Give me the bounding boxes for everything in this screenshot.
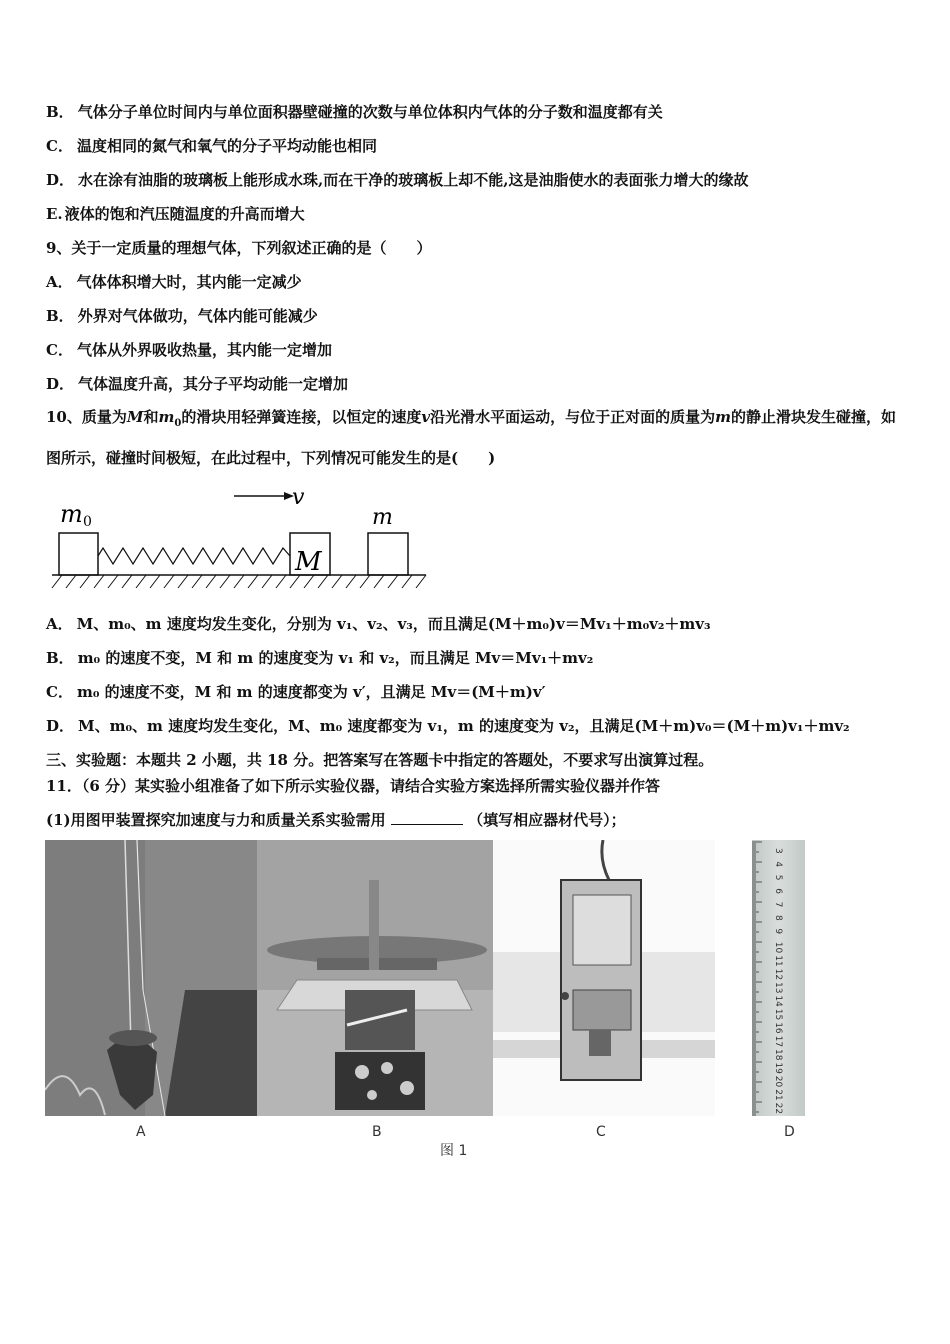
q10-option-b: B． m₀ 的速度不变，M 和 m 的速度变为 v₁ 和 v₂，而且满足 Mv＝Mv₁＋mv₂ <box>46 649 594 667</box>
label-m: m <box>372 505 393 530</box>
q11-sub1: (1)用图甲装置探究加速度与力和质量关系实验需用 （填写相应器材代号）； <box>46 811 626 829</box>
label-m0-sub: 0 <box>83 514 92 530</box>
label-m0: m <box>60 500 83 528</box>
q8-option-d: D． 水在涂有油脂的玻璃板上能形成水珠,而在干净的玻璃板上却不能,这是油脂使水的表面张力增大的缘故 <box>46 171 749 189</box>
q9-stem: 9、关于一定质量的理想气体，下列叙述正确的是（ ） <box>46 239 432 257</box>
ruler-number: 14 <box>773 995 783 1007</box>
ruler-number: 20 <box>773 1075 783 1088</box>
label-M: M <box>295 547 322 577</box>
ruler-number: 8 <box>773 915 783 921</box>
ruler-number: 11 <box>773 955 783 967</box>
ruler-number: 15 <box>773 1008 783 1021</box>
q10-option-d: D． M、m₀、m 速度均发生变化，M、m₀ 速度都变为 v₁，m 的速度变为 v₂，且满足(M＋m)v₀＝(M＋m)v₁＋mv₂ <box>46 717 850 735</box>
ruler-number: 13 <box>773 982 783 994</box>
ruler-number: 9 <box>773 928 783 935</box>
q9-option-d: D． 气体温度升高，其分子平均动能一定增加 <box>46 375 349 393</box>
q8-option-e: E. 液体的饱和汽压随温度的升高而增大 <box>46 205 305 223</box>
q9-option-c: C． 气体从外界吸收热量，其内能一定增加 <box>46 341 332 359</box>
caption-c: C <box>596 1124 606 1140</box>
ruler-number: 5 <box>773 874 783 881</box>
figure-title: 图 1 <box>440 1143 468 1159</box>
caption-d: D <box>784 1124 795 1140</box>
ruler-number: 18 <box>773 1049 783 1061</box>
ground-hatching <box>52 575 426 588</box>
caption-b: B <box>372 1124 382 1140</box>
block-m0 <box>59 533 98 575</box>
q10-option-c: C． m₀ 的速度不变，M 和 m 的速度都变为 v′，且满足 Mv＝(M＋m)v′ <box>46 683 546 701</box>
ruler-number: 21 <box>773 1089 783 1101</box>
ruler-number: 17 <box>773 1035 783 1048</box>
photo-hanging-weight <box>45 840 257 1116</box>
ruler-number: 22 <box>773 1102 783 1115</box>
ruler-number: 19 <box>773 1062 783 1074</box>
q8-option-c: C． 温度相同的氮气和氧气的分子平均动能也相同 <box>46 137 377 155</box>
answer-blank[interactable] <box>391 810 463 825</box>
ruler-number: 12 <box>773 968 783 981</box>
section-3-header: 三、实验题：本题共 2 小题，共 18 分。把答案写在答题卡中指定的答题处，不要求写出演算过程。 <box>46 751 714 769</box>
collision-diagram <box>46 484 436 594</box>
ruler-number: 10 <box>773 941 783 954</box>
q9-option-a: A． 气体体积增大时，其内能一定减少 <box>46 273 302 291</box>
spring <box>98 548 290 564</box>
photo-timer-device <box>493 840 715 1116</box>
q8-option-b: B． 气体分子单位时间内与单位面积器壁碰撞的次数与单位体积内气体的分子数和温度都有关 <box>46 103 663 121</box>
q9-option-b: B． 外界对气体做功，气体内能可能减少 <box>46 307 318 325</box>
caption-a: A <box>136 1124 146 1140</box>
photo-ruler <box>752 840 805 1116</box>
ruler-number: 4 <box>773 861 783 868</box>
photo-balance-scale <box>257 840 493 1116</box>
q10-stem: 10、质量为M和$m_0$的滑块用轻弹簧连接，以恒定的速度v沿光滑水平面运动，与位于正对面的质量为m的静止滑块发生碰撞，如图所示，碰撞时间极短，在此过程中，下列情况可能发生的是( ) <box>46 408 896 467</box>
q11-stem: 11．（6 分）某实验小组准备了如下所示实验仪器，请结合实验方案选择所需实验仪器并作答 <box>46 777 661 795</box>
ruler-number: 6 <box>773 888 783 894</box>
block-m <box>368 533 408 575</box>
label-v: v <box>292 485 305 510</box>
ruler-number: 16 <box>773 1022 783 1034</box>
q10-option-a: A． M、m₀、m 速度均发生变化，分别为 v₁、v₂、v₃，而且满足(M＋m₀)v＝Mv₁＋m₀v₂＋mv₃ <box>46 615 711 633</box>
ruler-number: 7 <box>773 901 783 908</box>
ruler-number: 3 <box>773 848 783 854</box>
